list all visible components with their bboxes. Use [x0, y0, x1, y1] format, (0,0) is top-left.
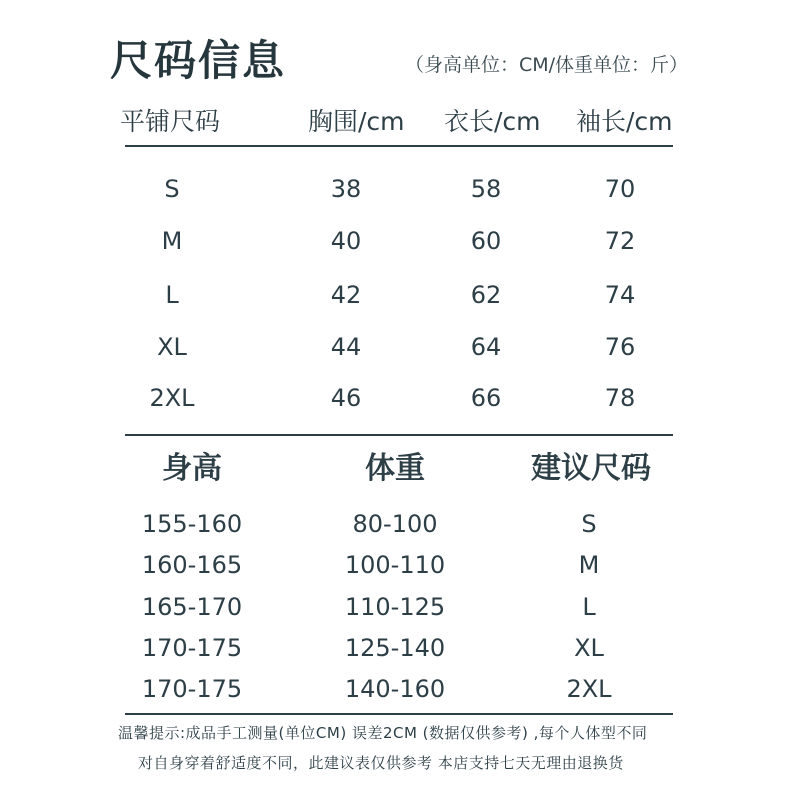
page-title: 尺码信息 — [110, 36, 287, 85]
suggested-size-cell: XL — [574, 634, 604, 662]
footer-note-line1: 温馨提示:成品手工测量(单位CM) 误差2CM (数据仅供参考) ,每个人体型不同 — [118, 724, 648, 742]
weight-cell: 125-140 — [344, 634, 446, 662]
size-cell: M — [161, 227, 183, 255]
sleeve-cell: 74 — [604, 281, 636, 309]
size-header-size: 平铺尺码 — [120, 107, 221, 136]
size-header-length: 衣长/cm — [444, 107, 541, 136]
suggested-size-cell: L — [582, 593, 596, 621]
size-cell: 2XL — [149, 384, 195, 412]
sleeve-cell: 76 — [604, 333, 636, 361]
chest-cell: 42 — [330, 281, 362, 309]
suggested-size-cell: S — [581, 510, 597, 538]
section-divider — [125, 434, 673, 436]
chest-cell: 46 — [330, 384, 362, 412]
header-divider — [125, 145, 673, 147]
sleeve-cell: 78 — [604, 384, 636, 412]
length-cell: 62 — [470, 281, 502, 309]
height-cell: 170-175 — [141, 634, 243, 662]
length-cell: 66 — [470, 384, 502, 412]
size-cell: XL — [157, 333, 187, 361]
length-cell: 58 — [470, 175, 502, 203]
height-cell: 155-160 — [141, 510, 243, 538]
chest-cell: 44 — [330, 333, 362, 361]
height-cell: 160-165 — [141, 551, 243, 579]
suggested-size-cell: M — [578, 551, 600, 579]
sleeve-cell: 70 — [604, 175, 636, 203]
size-header-chest: 胸围/cm — [308, 107, 405, 136]
suggested-size-cell: 2XL — [566, 675, 612, 703]
weight-cell: 110-125 — [344, 593, 446, 621]
chest-cell: 40 — [330, 227, 362, 255]
length-cell: 60 — [470, 227, 502, 255]
height-cell: 170-175 — [141, 675, 243, 703]
weight-cell: 80-100 — [352, 510, 438, 538]
height-cell: 165-170 — [141, 593, 243, 621]
length-cell: 64 — [470, 333, 502, 361]
size-cell: L — [165, 281, 179, 309]
weight-cell: 140-160 — [344, 675, 446, 703]
size-header-sleeve: 袖长/cm — [576, 107, 673, 136]
recommend-header-height: 身高 — [162, 451, 222, 486]
size-cell: S — [164, 175, 180, 203]
sleeve-cell: 72 — [604, 227, 636, 255]
footer-divider — [125, 713, 673, 715]
units-note: （身高单位：CM/体重单位：斤） — [405, 54, 689, 76]
footer-note-line2: 对自身穿着舒适度不同，此建议表仅供参考 本店支持七天无理由退换货 — [138, 754, 624, 772]
recommend-header-weight: 体重 — [365, 451, 425, 486]
chest-cell: 38 — [330, 175, 362, 203]
weight-cell: 100-110 — [344, 551, 446, 579]
recommend-header-size: 建议尺码 — [531, 451, 651, 486]
